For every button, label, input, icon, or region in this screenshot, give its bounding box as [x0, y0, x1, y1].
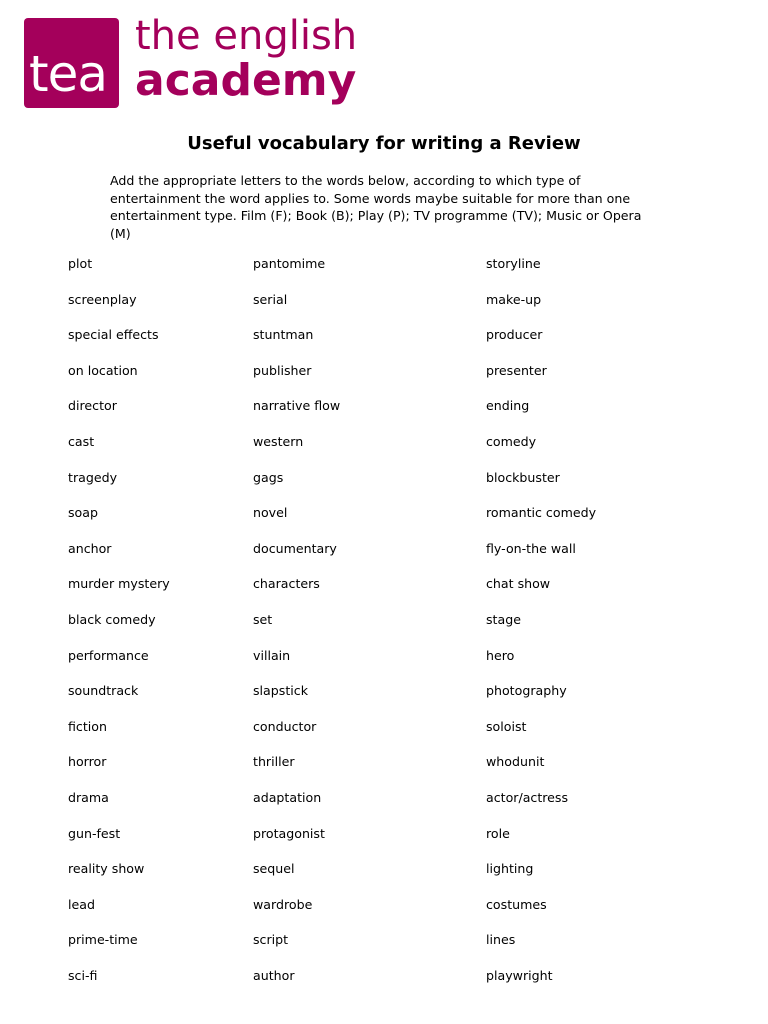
vocabulary-word: serial	[253, 291, 288, 307]
vocabulary-word: adaptation	[253, 789, 322, 805]
vocabulary-word: photography	[486, 683, 567, 699]
vocabulary-row	[0, 681, 768, 717]
vocabulary-word: black comedy	[68, 611, 156, 627]
vocabulary-word: stuntman	[253, 327, 314, 343]
vocabulary-word: prime-time	[68, 932, 138, 948]
vocabulary-word: slapstick	[253, 683, 308, 699]
vocabulary-word: conductor	[253, 718, 317, 734]
logo-tea-text: tea	[29, 45, 108, 103]
vocabulary-word: soloist	[486, 718, 527, 734]
vocabulary-word: whodunit	[486, 754, 545, 770]
vocabulary-word: plot	[68, 256, 93, 271]
vocabulary-row	[0, 859, 768, 895]
vocabulary-word: pantomime	[253, 256, 326, 271]
vocabulary-word: gags	[253, 469, 284, 485]
vocabulary-word: narrative flow	[253, 398, 341, 414]
vocabulary-row	[0, 930, 768, 966]
vocabulary-word: documentary	[253, 540, 337, 556]
vocabulary-word: villain	[253, 647, 291, 663]
vocabulary-row	[0, 966, 768, 1002]
vocabulary-row	[0, 752, 768, 788]
logo-academy: academy	[135, 55, 357, 106]
vocabulary-row	[0, 895, 768, 931]
vocabulary-word: soundtrack	[68, 683, 139, 699]
vocabulary-word: actor/actress	[486, 789, 569, 805]
vocabulary-word: lines	[486, 932, 516, 948]
vocabulary-word: publisher	[253, 362, 312, 378]
vocabulary-word: costumes	[486, 896, 547, 912]
vocabulary-word: playwright	[486, 967, 553, 983]
vocabulary-row	[0, 788, 768, 824]
vocabulary-word: murder mystery	[68, 576, 170, 592]
vocabulary-row	[0, 717, 768, 753]
vocabulary-row	[0, 539, 768, 575]
vocabulary-word: novel	[253, 505, 288, 521]
vocabulary-word: sci-fi	[68, 967, 98, 983]
vocabulary-row	[0, 396, 768, 432]
vocabulary-word: tragedy	[68, 469, 118, 485]
vocabulary-word: characters	[253, 576, 320, 592]
vocabulary-word: protagonist	[253, 825, 325, 841]
vocabulary-row	[0, 574, 768, 610]
vocabulary-word: fly-on-the wall	[486, 540, 576, 556]
vocabulary-word: soap	[68, 505, 98, 521]
vocabulary-grid	[0, 254, 768, 1001]
vocabulary-word: director	[68, 398, 117, 414]
vocabulary-word: lead	[68, 896, 95, 912]
vocabulary-word: sequel	[253, 861, 295, 877]
vocabulary-word: set	[253, 611, 273, 627]
vocabulary-row	[0, 432, 768, 468]
vocabulary-row	[0, 254, 768, 290]
vocabulary-word: make-up	[486, 291, 542, 307]
vocabulary-word: screenplay	[68, 291, 137, 307]
vocabulary-row	[0, 610, 768, 646]
vocabulary-word: presenter	[486, 362, 547, 378]
vocabulary-word: cast	[68, 433, 95, 449]
vocabulary-word: storyline	[486, 256, 541, 271]
vocabulary-word: western	[253, 433, 304, 449]
vocabulary-word: fiction	[68, 718, 107, 734]
logo-the-english: the english	[135, 13, 358, 59]
vocabulary-word: producer	[486, 327, 543, 343]
vocabulary-word: lighting	[486, 861, 534, 877]
vocabulary-word: on location	[68, 362, 138, 378]
vocabulary-word: thriller	[253, 754, 295, 770]
vocabulary-word: stage	[486, 611, 521, 627]
vocabulary-row	[0, 325, 768, 361]
vocabulary-word: script	[253, 932, 289, 948]
vocabulary-row	[0, 824, 768, 860]
vocabulary-word: chat show	[486, 576, 551, 592]
vocabulary-word: blockbuster	[486, 469, 560, 485]
vocabulary-word: hero	[486, 647, 515, 663]
vocabulary-word: anchor	[68, 540, 112, 556]
vocabulary-row	[0, 290, 768, 326]
instructions-paragraph: Add the appropriate letters to the words below, according to which type of entertainment the word applies to. Some words maybe suitable for more than one entertainment type. Film (F); Book (B); Play (P); TV programme (TV); Music or Opera (M)	[110, 173, 642, 241]
vocabulary-word: horror	[68, 754, 107, 770]
vocabulary-word: performance	[68, 647, 149, 663]
vocabulary-word: romantic comedy	[486, 505, 597, 521]
vocabulary-row	[0, 646, 768, 682]
vocabulary-word: gun-fest	[68, 825, 121, 841]
vocabulary-word: author	[253, 967, 295, 983]
vocabulary-word: reality show	[68, 861, 145, 877]
vocabulary-word: special effects	[68, 327, 159, 343]
vocabulary-row	[0, 503, 768, 539]
vocabulary-row	[0, 361, 768, 397]
vocabulary-word: ending	[486, 398, 530, 414]
vocabulary-word: wardrobe	[253, 896, 313, 912]
vocabulary-word: role	[486, 825, 510, 841]
vocabulary-word: drama	[68, 789, 109, 805]
vocabulary-row	[0, 468, 768, 504]
vocabulary-word: comedy	[486, 433, 537, 449]
page-title: Useful vocabulary for writing a Review	[187, 133, 581, 154]
